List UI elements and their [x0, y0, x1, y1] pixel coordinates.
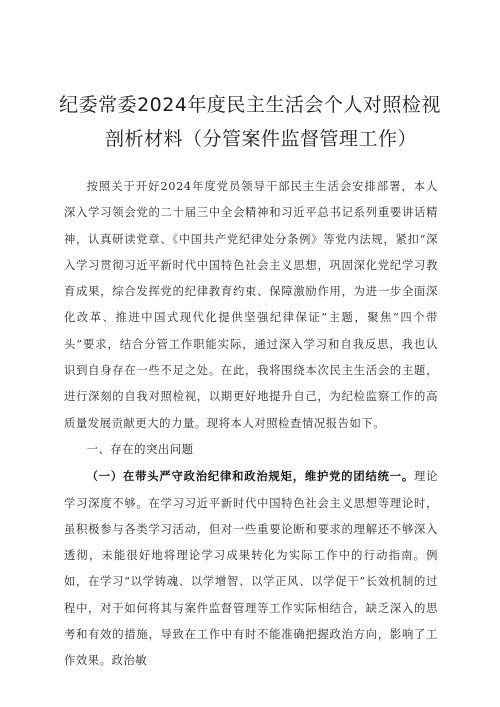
subsection-heading-1: （一）在带头严守政治纪律和政治规矩，维护党的团结统一。 — [86, 469, 414, 484]
title-line-2: 剖析材料（分管案件监督管理工作） — [104, 128, 417, 150]
subsection-body-1: 理论学习深度不够。在学习习近平新时代中国特色社会主义思想等理论时，虽积极参与各类学习活动，但对一些重要论断和要求的理解还不够深入透彻，未能很好地将理论学习成果转化为实际工作中的行动指南。例如，在学习“以学铸魂、以学增智、以学正风、以学促干”长效机制的过程中，对于如何将其与案件监督管理等工作实际相结合，缺乏深入的思考和有效的措施，导致在工作中有时不能准确把握政治方向，影响了工作效果。政治敏 — [64, 470, 439, 668]
title-line-1: 纪委常委2024年度民主生活会个人对照检视 — [59, 94, 441, 116]
subsection-paragraph-1 — [64, 463, 438, 674]
document-title — [40, 88, 460, 156]
intro-paragraph: 按照关于开好2024年度党员领导干部民主生活会安排部署，本人深入学习领会党的二十届三中全会精神和习近平总书记系列重要讲话精神，认真研读党章、《中国共产党纪律处分条例》等党内法规，紧扣“深入学习贯彻习近平新时代中国特色社会主义思想，巩固深化党纪学习教育成果，综合发挥党的纪律教育约束、保障激励作用，为进一步全面深化改革、推进中国式现代化提供坚强纪律保证”主题，聚焦“四个带头”要求，结合分管工作职能实际，通过深入学习和自我反思，我也认识到自身存在一些不足之处。在此，我将围绕本次民主生活会的主题，进行深刻的自我对照检视，以期更好地提升自己，为纪检监察工作的高质量发展贡献更大的力量。现将本人对照检查情况报告如下。 — [64, 180, 438, 430]
section-heading-problems: 一、存在的突出问题 — [86, 442, 194, 456]
document-body — [64, 174, 438, 675]
